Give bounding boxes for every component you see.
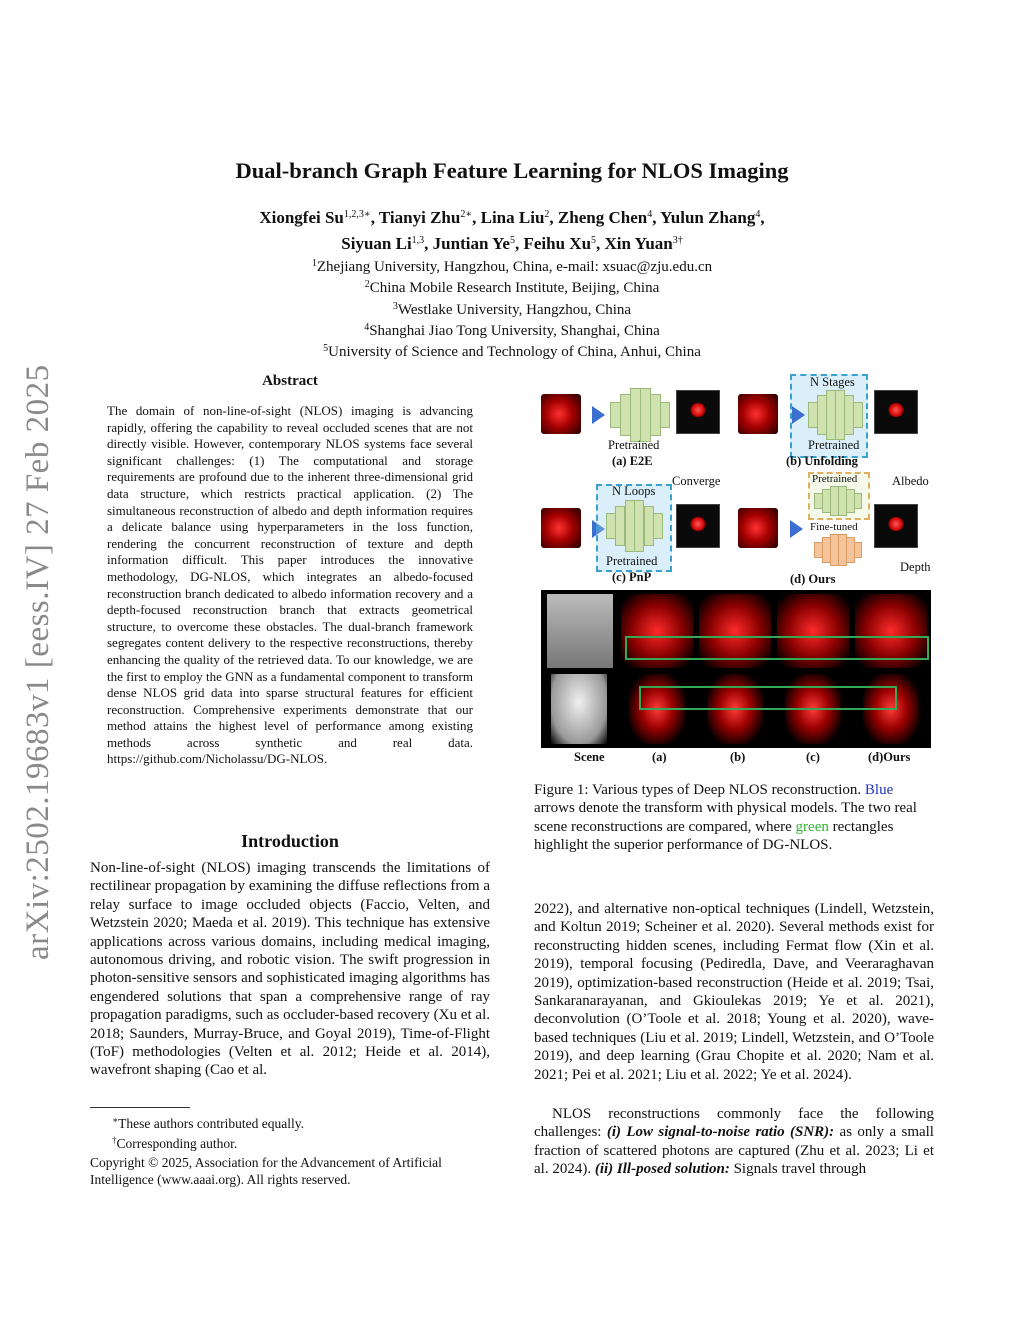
copyright-notice: Copyright © 2025, Association for the Advancement of Artificial Intelligence (www.aaai.org). All rights reserved. xyxy=(90,1155,442,1187)
author-sup: 1,3 xyxy=(411,235,425,246)
author-line-2: Siyuan Li$^{1,3}$, Juntian Ye$^5$, Feihu Xu$^5$, Xin Yuan$^{3\dagger}$ xyxy=(341,234,683,253)
paper-title: Dual-branch Graph Feature Learning for NLOS Imaging xyxy=(235,158,789,183)
panel-c-label: (c) PnP xyxy=(612,570,652,584)
transient-input-image xyxy=(541,394,581,434)
transient-input-image xyxy=(541,508,581,548)
scene-photo-statue xyxy=(551,674,607,744)
figure-caption xyxy=(534,781,934,855)
depth-network-icon xyxy=(814,534,860,564)
author-list xyxy=(180,203,844,255)
affiliation-text: Zhejiang University, Hangzhou, China, e-mail: xsuac@zju.edu.cn xyxy=(316,259,713,275)
network-icon xyxy=(610,388,668,440)
strip-label-d: (d)Ours xyxy=(868,750,911,764)
blue-arrow-icon xyxy=(790,520,803,538)
affiliation-sup: 4 xyxy=(364,321,370,333)
pretrained-label: Pretrained xyxy=(812,473,858,485)
scene-photo-shelf xyxy=(547,594,613,668)
albedo-network-icon xyxy=(814,486,860,514)
reconstruction-cube xyxy=(676,390,720,434)
blue-arrow-icon xyxy=(792,406,805,424)
n-stages-label: N Stages xyxy=(810,375,855,389)
affiliation-sup: 3 xyxy=(392,300,398,312)
intro-paragraph-1: Non-line-of-sight (NLOS) imaging transcends the limitations of rectilinear propagation by examining the diffuse reflections from a relay surface to image occluded objects (Faccio, Velten, and Wetzstein 2020; Maeda et al. 2019). This technique has extensive applications across various domains, including medical imaging, autonomous driving, and robotic vision. The swift progression in photon-sensitive sensors and sophisticated imaging algorithms has engendered solutions that span a comprehensive range of ray propagation paradigms, such as occluder-based recovery (Xu et al. 2018; Saunders, Murray-Bruce, and Goyal 2019), Time-of-Flight (ToF) methodologies (Velten et al. 2012; Heide et al. 2014), wavefront shaping (Cao et al. xyxy=(90,860,490,1079)
strip-label-c: (c) xyxy=(806,750,820,764)
pretrained-label: Pretrained xyxy=(606,554,658,568)
affiliation xyxy=(200,276,824,297)
author: Xiongfei Su xyxy=(259,208,344,227)
paragraph-text: Signals travel through xyxy=(729,1161,867,1178)
author-sup: 5 xyxy=(591,235,597,246)
transient-input-image xyxy=(738,394,778,434)
footnote-text: These authors contributed equally. xyxy=(118,1116,304,1131)
real-scene-comparison xyxy=(541,590,931,748)
affiliation-text: University of Science and Technology of China, Anhui, China xyxy=(328,344,701,361)
figure-1 xyxy=(538,372,934,772)
intro-paragraph-2 xyxy=(534,1105,934,1179)
affiliation xyxy=(200,298,824,319)
highlight-rect-statue xyxy=(639,686,897,710)
author-sup: 2 xyxy=(544,209,550,220)
author: Zheng Chen xyxy=(557,208,648,227)
arxiv-stamp: arXiv:2502.19683v1 [eess.IV] 27 Feb 2025 xyxy=(20,364,56,960)
strip-label-scene: Scene xyxy=(574,750,605,764)
challenge-label: (i) Low signal-to-noise ratio (SNR): xyxy=(606,1124,835,1141)
converge-label: Converge xyxy=(672,474,721,488)
intro-paragraph-1-continued: 2022), and alternative non-optical techniques (Lindell, Wetzstein, and Koltun 2019; Scheiner et al. 2020). Several methods exist for reconstructing hidden scenes, including Fermat flow (Xin et al. 2019), temporal focusing (Pediredla, Dave, and Veeraraghavan 2019), optimization-based reconstruction (Heide et al. 2019; Tsai, Sankaranarayanan, and Gkioulekas 2019; Ye et al. 2021), deconvolution (O’Toole et al. 2018; Young et al. 2020), wave-based techniques (Liu et al. 2019; Lindell, Wetzstein, and O’Toole 2019), and deep learning (Grau Chopite et al. 2020; Nam et al. 2021; Pei et al. 2021; Liu et al. 2022; Ye et al. 2024). xyxy=(534,901,934,1083)
author: Feihu Xu xyxy=(523,234,592,253)
affiliation-text: Westlake University, Hangzhou, China xyxy=(397,301,632,318)
introduction-heading: Introduction xyxy=(241,831,339,851)
panel-b-label: (b) Unfolding xyxy=(786,454,858,468)
author-sup: 1,2,3∗ xyxy=(343,209,371,220)
n-loops-label: N Loops xyxy=(612,484,656,498)
affiliation xyxy=(200,340,824,361)
author: Yulun Zhang xyxy=(660,208,756,227)
author: Siyuan Li xyxy=(341,234,412,253)
affiliation-sup: 2 xyxy=(364,279,370,291)
author-sup: 5 xyxy=(509,235,515,246)
panel-a-label: (a) E2E xyxy=(612,454,653,468)
depth-label: Depth xyxy=(900,560,931,574)
reconstruction-cube xyxy=(676,504,720,548)
affiliation-text: Shanghai Jiao Tong University, Shanghai, China xyxy=(369,322,660,339)
panel-d-label: (d) Ours xyxy=(790,572,836,586)
author-sup: 3† xyxy=(672,235,683,246)
caption-blue-word: Blue xyxy=(864,782,894,798)
network-icon xyxy=(808,390,862,438)
transient-input-image xyxy=(738,508,778,548)
caption-text: Figure 1: Various types of Deep NLOS reconstruction. xyxy=(534,782,865,798)
footnote-text: Corresponding author. xyxy=(116,1136,238,1151)
author-line-1: Xiongfei $Su^{1,2,3∗}$, Tianyi Zhu$^{2∗}$, Lina Liu$^2$, Zheng Chen$^4$, Yulun Zhang$^4$, xyxy=(259,208,765,227)
abstract-text: The domain of non-line-of-sight (NLOS) imaging is advancing rapidly, offering the capability to reveal occluded scenes that are not directly visible. However, contemporary NLOS systems face several significant challenges: (1) The computational and storage requirements are profound due to the inherent three-dimensional grid data structure, which restricts practical application. (2) The simultaneous reconstruction of albedo and depth information requires a delicate balance using hyperparameters in the loss function, rendering the concurrent reconstruction of texture and depth information difficult. This paper introduces the innovative methodology, DG-NLOS, which integrates an albedo-focused reconstruction branch dedicated to albedo information recovery and a depth-focused reconstruction branch that extracts geometrical structure, to overcome these obstacles. The dual-branch framework segregates content delivery to the respective reconstructions, thereby enhancing the quality of the retrieved data. To our knowledge, we are the first to employ the GNN as a fundamental component to transform dense NLOS grid data into sparse structural features for efficient reconstruction. Comprehensive experiments demonstrate that our method attains the highest level of performance among existing methods across synthetic and real data. https://github.com/Nicholassu/DG-NLOS. xyxy=(107,403,473,767)
strip-label-a: (a) xyxy=(652,750,667,764)
affiliation-sup: 5 xyxy=(323,343,329,355)
highlight-rect-shelf xyxy=(625,636,929,660)
footnote-mark: ∗ xyxy=(112,1115,119,1125)
author-sup: 4 xyxy=(647,209,653,220)
affiliation xyxy=(200,319,824,340)
albedo-label: Albedo xyxy=(892,474,929,488)
strip-label-b: (b) xyxy=(730,750,746,764)
caption-text: arrows denote the transform with physical models. The two real scene reconstructions are compared, where xyxy=(534,800,917,835)
affiliation-text: China Mobile Research Institute, Beijing, China xyxy=(369,280,660,297)
paragraph-text: NLOS reconstructions commonly face the following challenges: xyxy=(534,1106,934,1141)
footnote-corresponding xyxy=(90,1132,490,1152)
pretrained-label: Pretrained xyxy=(608,438,660,452)
abstract-heading: Abstract xyxy=(262,373,318,389)
affiliation-sup: 1 xyxy=(311,258,317,269)
author: Lina Liu xyxy=(480,208,545,227)
pretrained-label: Pretrained xyxy=(808,438,860,452)
caption-text: rectangles highlight the superior performance of DG-NLOS. xyxy=(534,818,894,854)
author: Xin Yuan xyxy=(604,234,673,253)
author-sup: 2∗ xyxy=(460,209,473,220)
author: Juntian Ye xyxy=(432,234,510,253)
author-sup: 4 xyxy=(755,209,761,220)
network-icon xyxy=(606,500,662,550)
footnote-equal-contribution xyxy=(90,1112,490,1132)
affiliation xyxy=(200,255,824,276)
author: Tianyi Zhu xyxy=(378,208,461,227)
footnotes xyxy=(90,1107,490,1188)
affiliation-list xyxy=(200,255,824,361)
fine-tuned-label: Fine-tuned xyxy=(810,521,858,533)
paragraph-text: as only a small fraction of scattered photons are captured (Zhu et al. 2023; Li et al. 2024). xyxy=(534,1124,934,1178)
caption-green-word: green xyxy=(795,818,829,835)
footnote-rule xyxy=(90,1107,190,1108)
footnote-mark: † xyxy=(112,1135,117,1145)
blue-arrow-icon xyxy=(592,406,605,424)
challenge-label: (ii) Ill-posed solution: xyxy=(594,1161,730,1178)
reconstruction-cube xyxy=(874,504,918,548)
reconstruction-cube xyxy=(874,390,918,434)
